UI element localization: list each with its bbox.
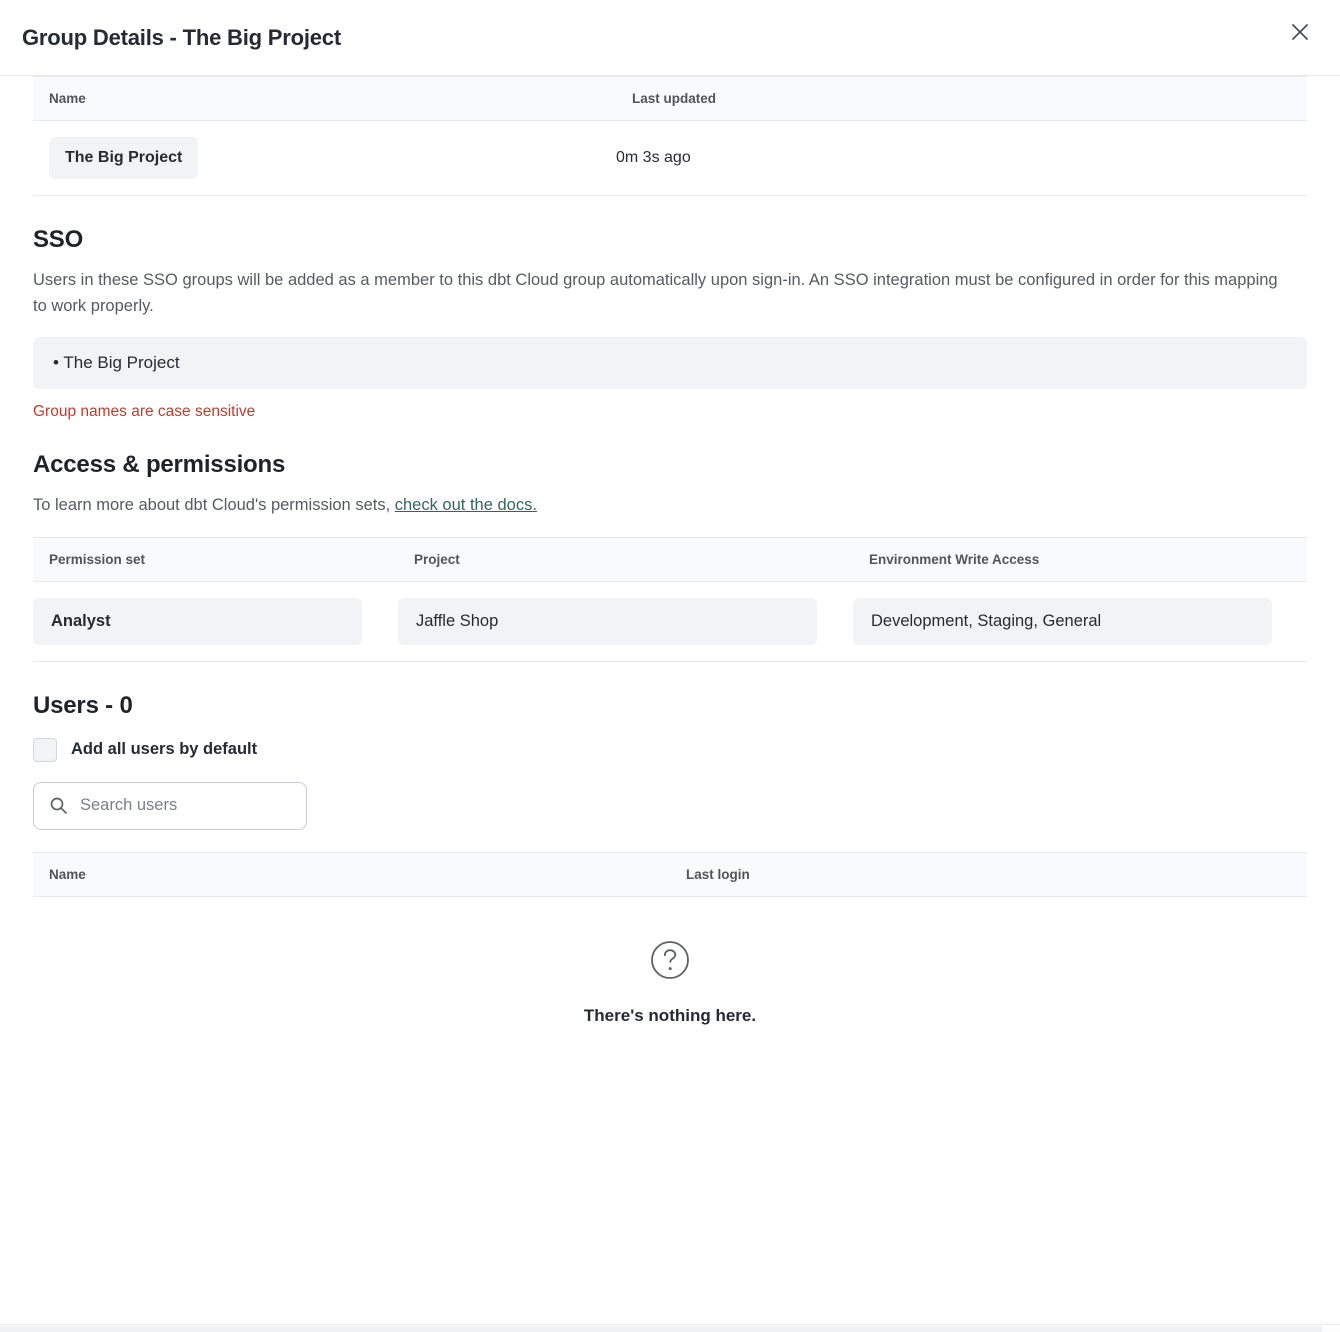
group-name-pill: The Big Project bbox=[49, 137, 198, 179]
page-title: Group Details - The Big Project bbox=[22, 24, 341, 50]
table-row bbox=[33, 121, 1307, 196]
question-circle-icon bbox=[649, 939, 691, 986]
close-icon[interactable] bbox=[1284, 16, 1316, 48]
sso-group-list bbox=[33, 337, 1307, 389]
sso-group-item: • The Big Project bbox=[53, 353, 180, 373]
modal-header bbox=[0, 0, 1340, 76]
add-all-users-row bbox=[33, 738, 1307, 762]
search-users-wrapper bbox=[33, 782, 307, 830]
column-header-last-updated: Last updated bbox=[616, 77, 1307, 121]
table-header-row bbox=[33, 852, 1307, 896]
project-cell bbox=[398, 581, 853, 661]
scrollbar-thumb[interactable] bbox=[0, 1326, 1322, 1332]
permission-set-cell bbox=[33, 581, 398, 661]
access-permissions-description bbox=[33, 493, 1295, 519]
table-row bbox=[33, 581, 1307, 661]
horizontal-scrollbar[interactable] bbox=[0, 1324, 1340, 1332]
column-header-last-login: Last login bbox=[670, 852, 1307, 896]
sso-description: Users in these SSO groups will be added as a member to this dbt Cloud group automatically upon sign-in. An SSO integration must be configured in order for this mapping to work properly. bbox=[33, 271, 1278, 315]
access-permissions-title: Access & permissions bbox=[33, 451, 286, 479]
sso-section-title: SSO bbox=[33, 226, 84, 253]
add-all-users-label: Add all users by default bbox=[71, 740, 258, 759]
group-summary-table bbox=[33, 76, 1307, 196]
docs-link[interactable]: check out the docs. bbox=[394, 496, 537, 515]
column-header-project: Project bbox=[398, 537, 853, 581]
group-name-cell bbox=[33, 121, 616, 196]
group-last-updated-cell: 0m 3s ago bbox=[616, 121, 1307, 196]
column-header-name: Name bbox=[33, 77, 616, 121]
modal-body bbox=[0, 76, 1340, 1048]
sso-case-sensitive-warning: Group names are case sensitive bbox=[33, 403, 256, 421]
project-pill: Jaffle Shop bbox=[398, 598, 817, 645]
column-header-permission-set: Permission set bbox=[33, 537, 398, 581]
table-header-row bbox=[33, 537, 1307, 581]
add-all-users-checkbox[interactable] bbox=[33, 738, 57, 762]
users-empty-text: There's nothing here. bbox=[583, 1005, 757, 1025]
table-header-row bbox=[33, 77, 1307, 121]
access-desc-text: To learn more about dbt Cloud's permission sets, bbox=[33, 496, 395, 515]
column-header-environment-write-access: Environment Write Access bbox=[853, 537, 1307, 581]
permissions-table bbox=[33, 537, 1307, 662]
search-users-input[interactable] bbox=[33, 782, 307, 830]
users-table bbox=[33, 852, 1307, 897]
users-section-title: Users - 0 bbox=[33, 691, 133, 719]
column-header-user-name: Name bbox=[33, 852, 670, 896]
environment-write-access-pill: Development, Staging, General bbox=[853, 598, 1272, 645]
users-empty-state bbox=[33, 897, 1307, 1048]
permission-set-pill: Analyst bbox=[33, 598, 362, 645]
environment-write-access-cell bbox=[853, 581, 1307, 661]
